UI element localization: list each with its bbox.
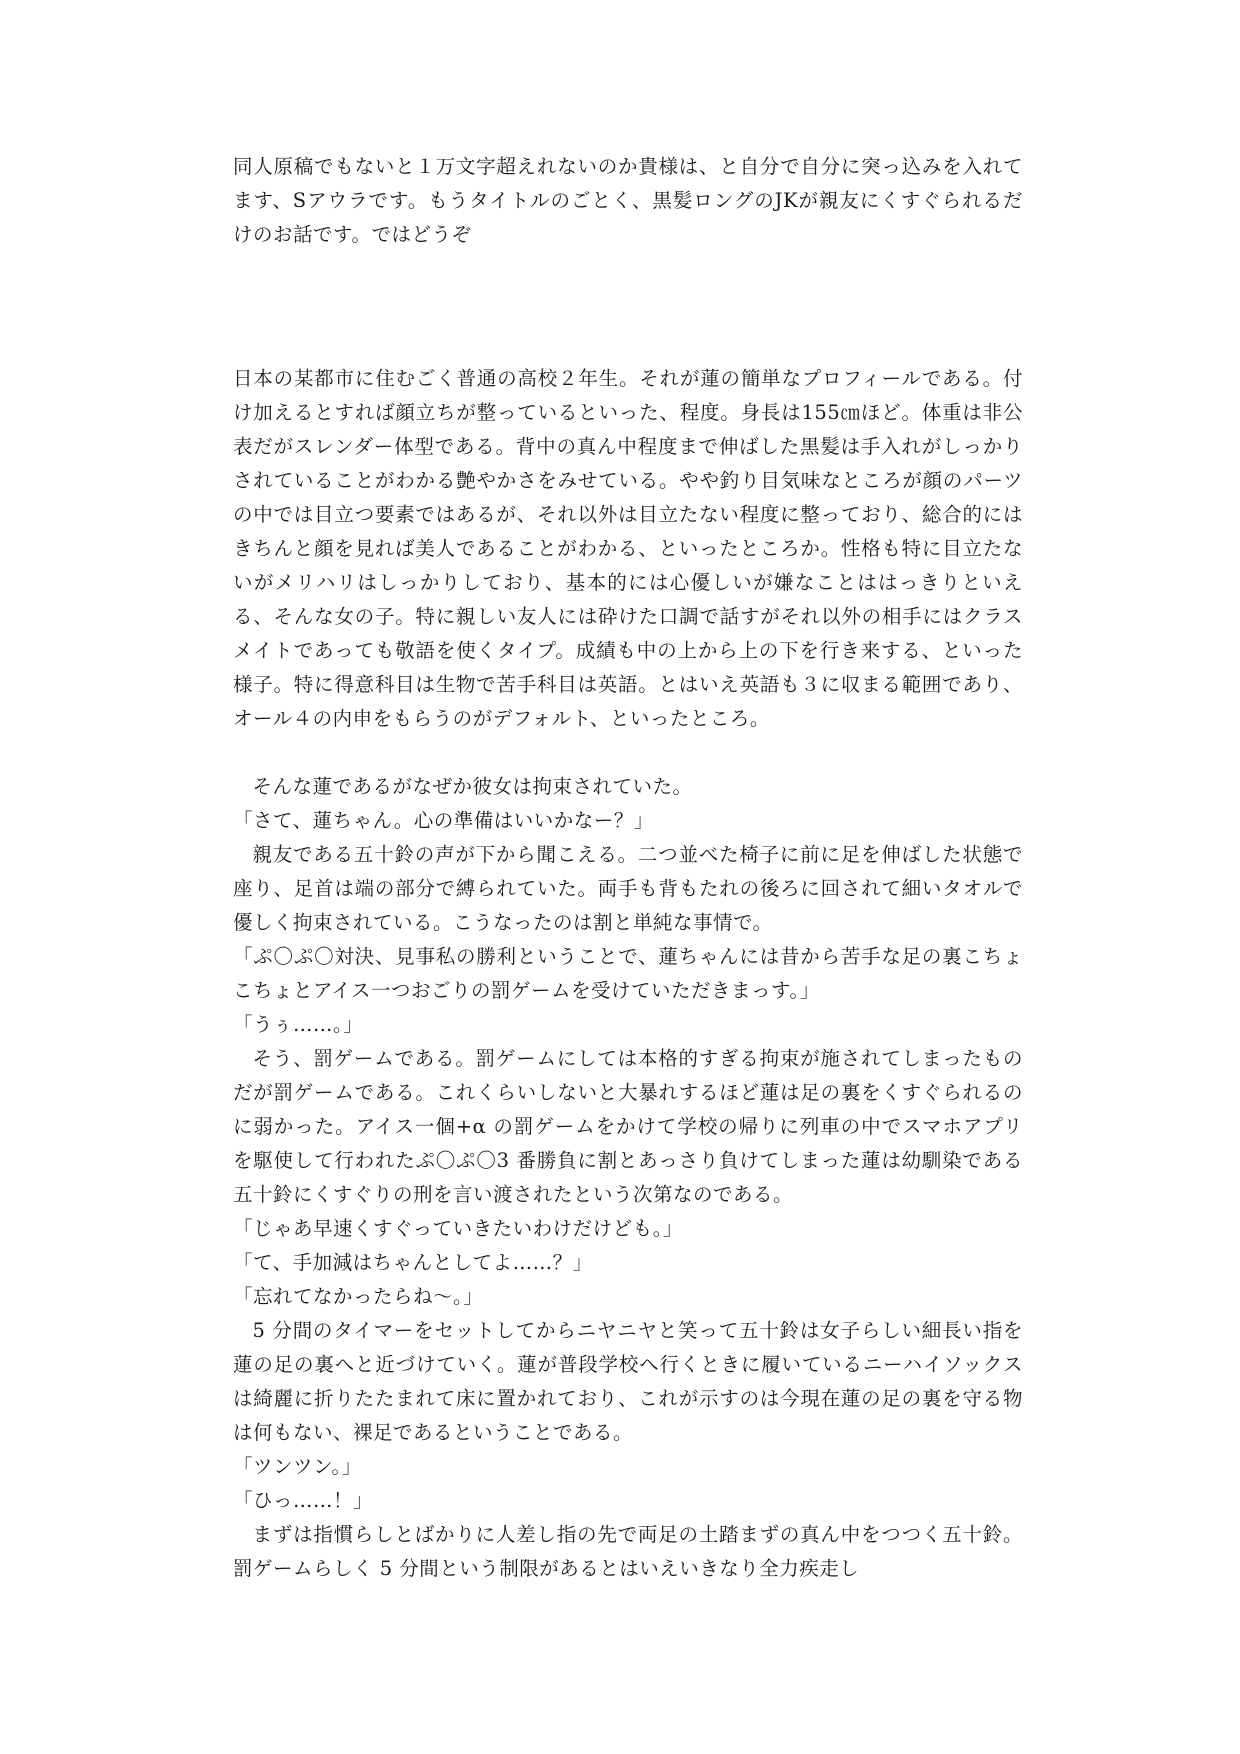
section-spacer: [233, 252, 1023, 362]
dialogue-line: 「ツンツン。」: [233, 1455, 362, 1478]
narration-paragraph: まずは指慣らしとばかりに人差し指の先で両足の土踏まずの真ん中をつつく五十鈴。罰ゲームらしく 5 分間という制限があるとはいえいきなり全力疾走し: [233, 1523, 1023, 1580]
section-spacer: [233, 736, 1023, 770]
narration-paragraph: そんな蓮であるがなぜか彼女は拘束されていた。: [252, 775, 693, 798]
document-page: [233, 150, 1023, 1586]
dialogue-line: 「うぅ……。」: [233, 1013, 364, 1036]
preface-paragraph: 同人原稿でもないと１万文字超えれないのか貴様は、と自分で自分に突っ込みを入れてます、Sアウラです。もうタイトルのごとく、黒髪ロングのJKが親友にくすぐられるだけのお話です。ではどうぞ: [233, 155, 1023, 246]
narration-paragraph: 親友である五十鈴の声が下から聞こえる。二つ並べた椅子に前に足を伸ばした状態で座り、足首は端の部分で縛られていた。両手も背もたれの後ろに回されて細いタオルで優しく拘束されている。こうなったのは割と単純な事情で。: [233, 843, 1023, 934]
dialogue-line: 「忘れてなかったらね〜。」: [233, 1285, 484, 1308]
dialogue-line: 「て、手加減はちゃんとしてよ……？」: [233, 1251, 593, 1274]
story-body: [233, 770, 1023, 1586]
narration-paragraph: そう、罰ゲームである。罰ゲームにしては本格的すぎる拘束が施されてしまったものだが罰ゲームである。これくらいしないと大暴れするほど蓮は足の裏をくすぐられるのに弱かった。アイス一個+α の罰ゲームをかけて学校の帰りに列車の中でスマホアプリを駆使して行われたぷ〇ぷ〇3 番勝負に割とあっさり負けてしまった蓮は幼馴染である五十鈴にくすぐりの刑を言い渡されたという次第なのである。: [233, 1047, 1023, 1206]
dialogue-line: 「ぷ〇ぷ〇対決、見事私の勝利ということで、蓮ちゃんには昔から苦手な足の裏こちょこちょとアイス一つおごりの罰ゲームを受けていただきまっす。」: [233, 945, 1023, 1002]
profile-paragraph: 日本の某都市に住むごく普通の高校２年生。それが蓮の簡単なプロフィールである。付け加えるとすれば顔立ちが整っているといった、程度。身長は155㎝ほど。体重は非公表だがスレンダー体型である。背中の真ん中程度まで伸ばした黒髪は手入れがしっかりされていることがわかる艶やかさをみせている。やや釣り目気味なところが顔のパーツの中では目立つ要素ではあるが、それ以外は目立たない程度に整っており、総合的にはきちんと顔を見れば美人であることがわかる、といったところか。性格も特に目立たないがメリハリはしっかりしており、基本的には心優しいが嫌なことははっきりといえる、そんな女の子。特に親しい友人には砕けた口調で話すがそれ以外の相手にはクラスメイトであっても敬語を使くタイプ。成績も中の上から上の下を行き来する、といった様子。特に得意科目は生物で苦手科目は英語。とはいえ英語も３に収まる範囲であり、オール４の内申をもらうのがデフォルト、といったところ。: [233, 367, 1023, 730]
dialogue-line: 「ひっ……！」: [233, 1489, 374, 1512]
dialogue-line: 「じゃあ早速くすぐっていきたいわけだけども。」: [233, 1217, 683, 1240]
narration-paragraph: 5 分間のタイマーをセットしてからニヤニヤと笑って五十鈴は女子らしい細長い指を蓮の足の裏へと近づけていく。蓮が普段学校へ行くときに履いているニーハイソックスは綺麗に折りたたまれて床に置かれており、これが示すのは今現在蓮の足の裏を守る物は何もない、裸足であるということである。: [233, 1319, 1023, 1444]
dialogue-line: 「さて、蓮ちゃん。心の準備はいいかなー？」: [233, 809, 654, 832]
